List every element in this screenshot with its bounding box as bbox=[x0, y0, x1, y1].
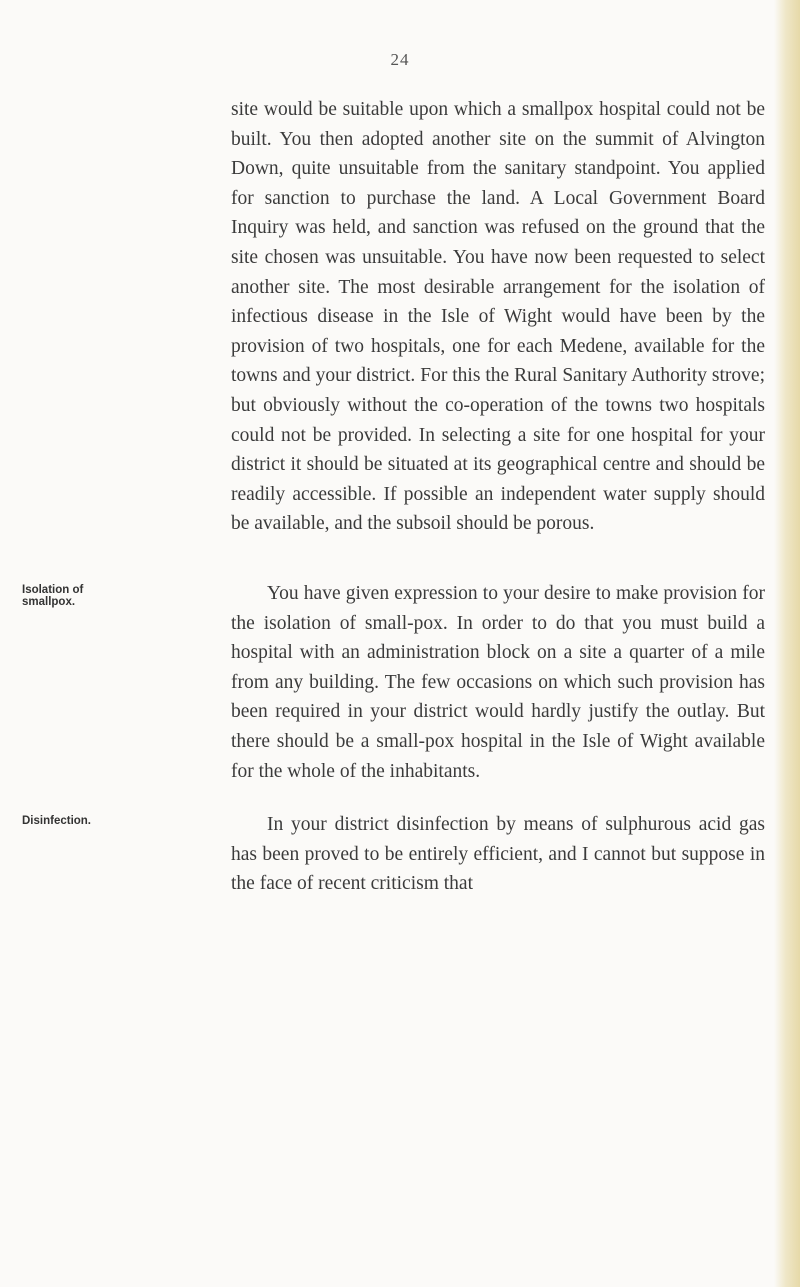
paragraph-site-selection: site would be suitable upon which a smallpox hospital could not be built. You then adopted another site on the summit of Alvington Down, quite unsuitable from the sanitary standpoint. You applied for sanction to purchase the land. A Local Government Board Inquiry was held, and sanction was refused on the ground that the site chosen was unsuitable. You have now been requested to select another site. The most desirable arrangement for the isolation of infectious disease in the Isle of Wight would have been by the provision of two hospitals, one for each Medene, available for the towns and your district. For this the Rural Sanitary Authority strove; but obviously without the co-operation of the towns two hospitals could not be provided. In selecting a site for one hospital for your district it should be situated at its geographical centre and should be readily accessible. If possible an independent water supply should be available, and the subsoil should be porous. bbox=[231, 99, 765, 535]
page-edge bbox=[774, 0, 800, 1287]
paragraph-isolation-smallpox: You have given expression to your desire to make provision for the isolation of small-pox. In order to do that you must build a hospital with an administration block on a site a quarter of a mile from any building. The few occasions on which such provision has been required in your district would hardly justify the outlay. But there should be a small-pox hospital in the Isle of Wight available for the whole of the inhabitants. bbox=[231, 583, 765, 782]
page-number: 24 bbox=[390, 50, 410, 69]
margin-note-isolation: Isolation of smallpox. bbox=[22, 584, 84, 608]
margin-note-disinfection: Disinfection. bbox=[22, 815, 92, 827]
paragraph-disinfection: In your district disinfection by means of sulphurous acid gas has been proved to be entirely efficient, and I cannot but suppose in the face of recent criticism that bbox=[231, 814, 765, 895]
